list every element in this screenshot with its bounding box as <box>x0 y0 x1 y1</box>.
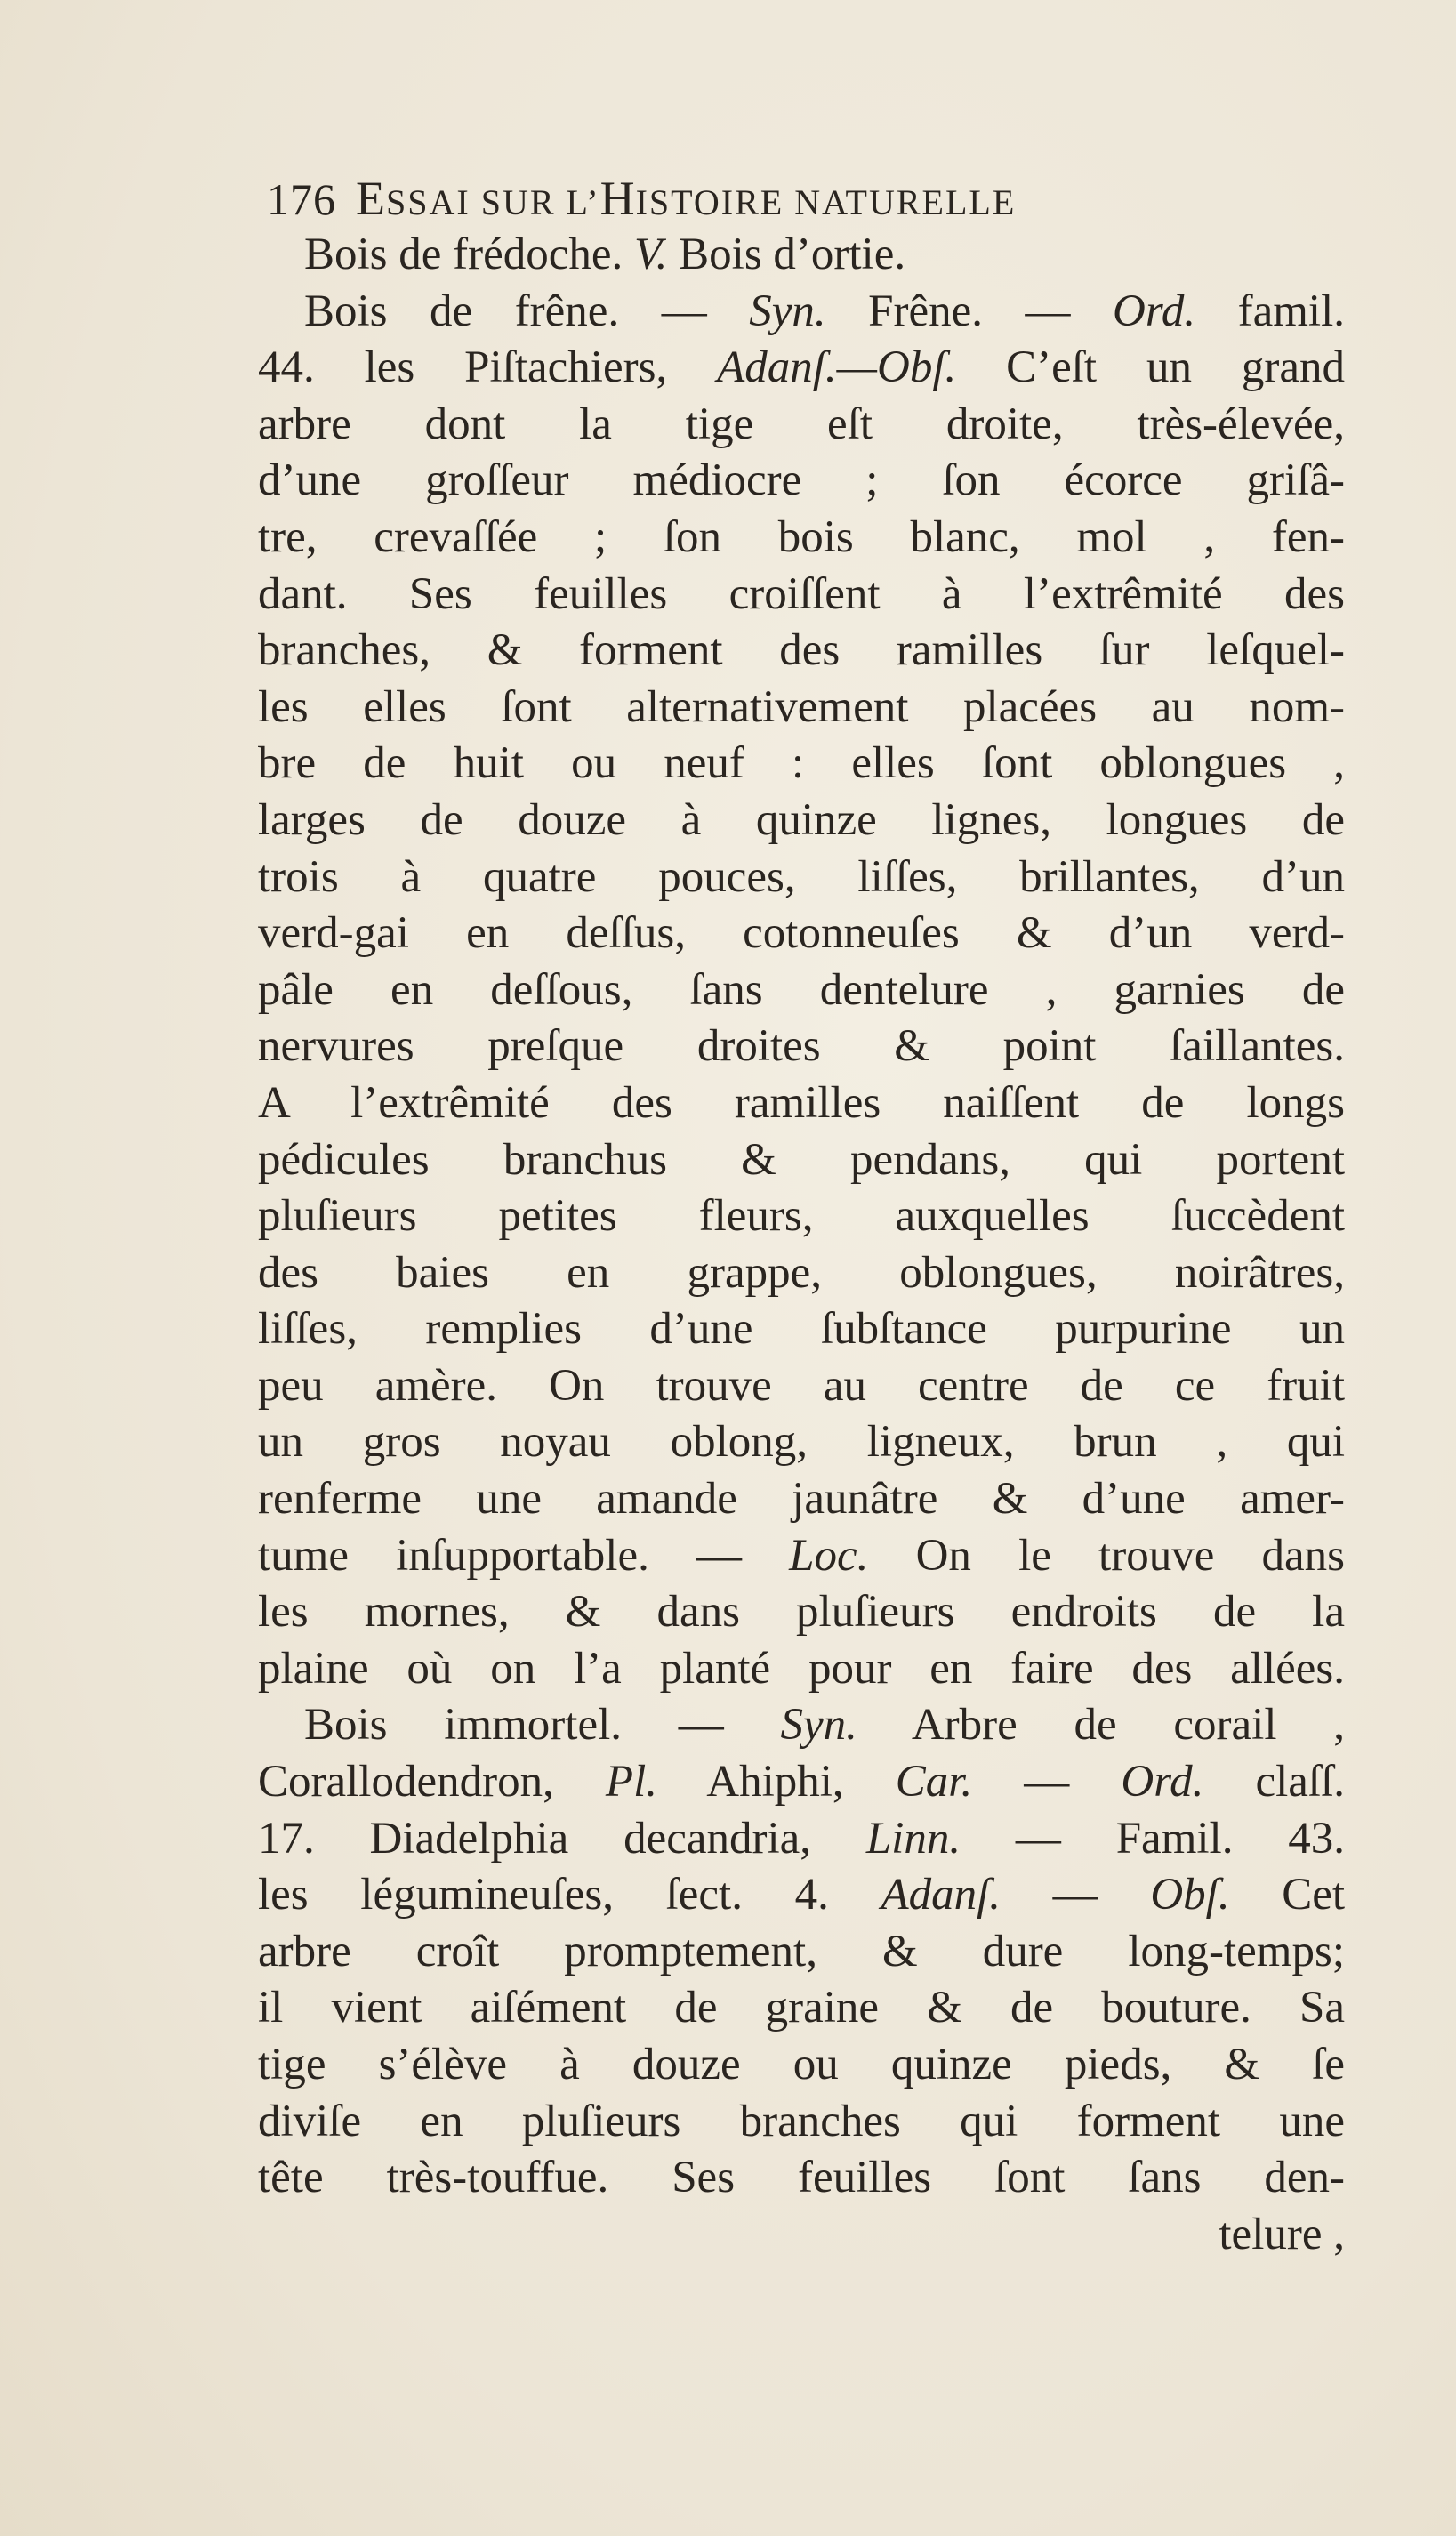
text-segment: les légumineuſes, ſect. 4. <box>258 1870 881 1920</box>
text-segment: arbre dont la tige eſt droite, très-élevée, <box>258 399 1345 449</box>
text-segment: 44. les Piſtachiers, <box>258 342 718 393</box>
text-segment: d’une groſſeur médiocre ; ſon écorce griſâ- <box>258 455 1345 506</box>
text-line <box>258 962 1345 1019</box>
header-title-1: SSAI SUR L’ <box>386 182 600 222</box>
text-segment: liſſes, remplies d’une ſubſtance purpurine un <box>258 1304 1345 1355</box>
text-segment: pluſieurs petites fleurs, auxquelles ſuccèdent <box>258 1191 1345 1242</box>
text-line <box>258 1132 1345 1189</box>
text-segment: tête très-touffue. Ses feuilles ſont ſans den- <box>258 2153 1345 2203</box>
text-segment: nervures preſque droites & point ſaillantes. <box>258 1021 1345 1072</box>
text-line <box>258 1358 1345 1415</box>
text-segment: trois à quatre pouces, liſſes, brillantes, d’un <box>258 851 1345 902</box>
text-segment: peu amère. On trouve au centre de ce fruit <box>258 1360 1345 1411</box>
running-header <box>267 171 1016 226</box>
text-line <box>258 849 1345 906</box>
italic-abbreviation: Syn. <box>780 1700 857 1751</box>
text-segment: claſſ. <box>1203 1757 1345 1807</box>
text-line <box>258 340 1345 397</box>
text-line <box>258 1924 1345 1981</box>
text-segment: C’eſt un grand <box>956 342 1345 393</box>
italic-abbreviation: Adanſ. <box>881 1870 1002 1920</box>
text-segment: Bois immortel. — <box>304 1700 781 1751</box>
italic-abbreviation: Obſ. <box>1150 1870 1230 1920</box>
text-line <box>258 2037 1345 2094</box>
text-segment: tre, crevaſſée ; ſon bois blanc, mol , fen- <box>258 511 1345 562</box>
text-line <box>258 1754 1345 1811</box>
text-line <box>258 1584 1345 1641</box>
text-line <box>258 567 1345 624</box>
italic-abbreviation: Ord. <box>1113 286 1196 336</box>
italic-abbreviation: Linn. <box>865 1813 961 1864</box>
text-segment: larges de douze à quinze lignes, longues de <box>258 794 1345 845</box>
text-line <box>258 1867 1345 1924</box>
text-line <box>258 680 1345 737</box>
text-segment: famil. <box>1195 286 1345 336</box>
text-segment: — Famil. 43. <box>961 1813 1345 1864</box>
text-segment: A l’extrêmité des ramilles naiſſent de longs <box>258 1077 1345 1128</box>
text-segment: Cet <box>1229 1870 1345 1920</box>
italic-abbreviation: Pl. <box>605 1757 657 1807</box>
text-segment: renferme une amande jaunâtre & d’une amer- <box>258 1474 1345 1525</box>
italic-abbreviation: Loc. <box>789 1530 869 1581</box>
text-segment: arbre croît promptement, & dure long-temps; <box>258 1926 1345 1976</box>
text-segment: On le trouve dans <box>868 1530 1345 1581</box>
text-segment: tume inſupportable. — <box>258 1530 790 1581</box>
text-line <box>258 1697 1345 1754</box>
text-segment: Frêne. — <box>825 286 1114 336</box>
text-line <box>258 2150 1345 2207</box>
text-segment: Bois d’ortie. <box>667 229 906 279</box>
text-line <box>258 906 1345 962</box>
body-text <box>258 227 1345 2263</box>
text-line <box>258 736 1345 793</box>
text-line <box>258 397 1345 454</box>
text-segment: il vient aiſément de graine & de bouture. Sa <box>258 1983 1345 2033</box>
text-line <box>258 1528 1345 1585</box>
text-segment: Bois de frêne. — <box>304 286 750 336</box>
italic-abbreviation: Adanſ.—Obſ. <box>717 342 957 393</box>
text-segment: dant. Ses feuilles croiſſent à l’extrêmité des <box>258 568 1345 619</box>
header-initial-2: H <box>599 172 636 225</box>
text-line <box>258 2094 1345 2151</box>
text-segment: verd-gai en deſſus, cotonneuſes & d’un verd- <box>258 908 1345 959</box>
text-segment: Bois de frédoche. <box>304 229 635 279</box>
text-line <box>258 1471 1345 1528</box>
italic-abbreviation: Car. <box>895 1757 973 1807</box>
catchword: telure , <box>1219 2209 1345 2259</box>
text-line <box>258 510 1345 567</box>
header-title-2: ISTOIRE NATURELLE <box>635 182 1017 222</box>
text-segment: plaine où on l’a planté pour en faire des allées. <box>258 1643 1345 1694</box>
italic-abbreviation: V. <box>634 229 668 279</box>
text-line <box>258 1414 1345 1471</box>
text-line <box>258 1980 1345 2037</box>
text-line <box>258 793 1345 849</box>
text-segment: un gros noyau oblong, ligneux, brun , qui <box>258 1417 1345 1468</box>
text-segment: Corallodendron, <box>258 1757 606 1807</box>
text-line <box>258 1301 1345 1358</box>
text-line <box>258 1188 1345 1245</box>
text-segment: les mornes, & dans pluſieurs endroits de la <box>258 1587 1345 1638</box>
text-segment: — <box>972 1757 1122 1807</box>
text-segment: — <box>1001 1870 1151 1920</box>
text-line <box>258 1641 1345 1698</box>
text-line <box>258 1245 1345 1302</box>
text-line <box>258 623 1345 680</box>
text-line <box>258 1075 1345 1132</box>
text-segment: Ahiphi, <box>657 1757 896 1807</box>
text-segment: 17. Diadelphia decandria, <box>258 1813 866 1864</box>
page-number: 176 <box>267 174 336 224</box>
text-segment: diviſe en pluſieurs branches qui forment une <box>258 2096 1345 2146</box>
text-segment: tige s’élève à douze ou quinze pieds, & ſe <box>258 2040 1345 2089</box>
italic-abbreviation: Ord. <box>1121 1757 1204 1807</box>
text-line <box>258 284 1345 341</box>
text-segment: bre de huit ou neuf : elles ſont oblongues , <box>258 738 1345 789</box>
text-segment: Arbre de corail , <box>857 1700 1345 1751</box>
text-segment: des baies en grappe, oblongues, noirâtres, <box>258 1247 1345 1298</box>
text-line <box>258 227 1345 284</box>
text-segment: branches, & forment des ramilles ſur leſquel- <box>258 625 1345 676</box>
italic-abbreviation: Syn. <box>749 286 826 336</box>
text-line <box>258 453 1345 510</box>
text-segment: pédicules branchus & pendans, qui portent <box>258 1134 1345 1185</box>
text-line <box>258 1018 1345 1075</box>
text-segment: les elles ſont alternativement placées au nom- <box>258 681 1345 732</box>
text-segment: pâle en deſſous, ſans dentelure , garnies de <box>258 964 1345 1015</box>
text-line <box>258 1811 1345 1868</box>
header-initial-1: E <box>356 172 386 225</box>
